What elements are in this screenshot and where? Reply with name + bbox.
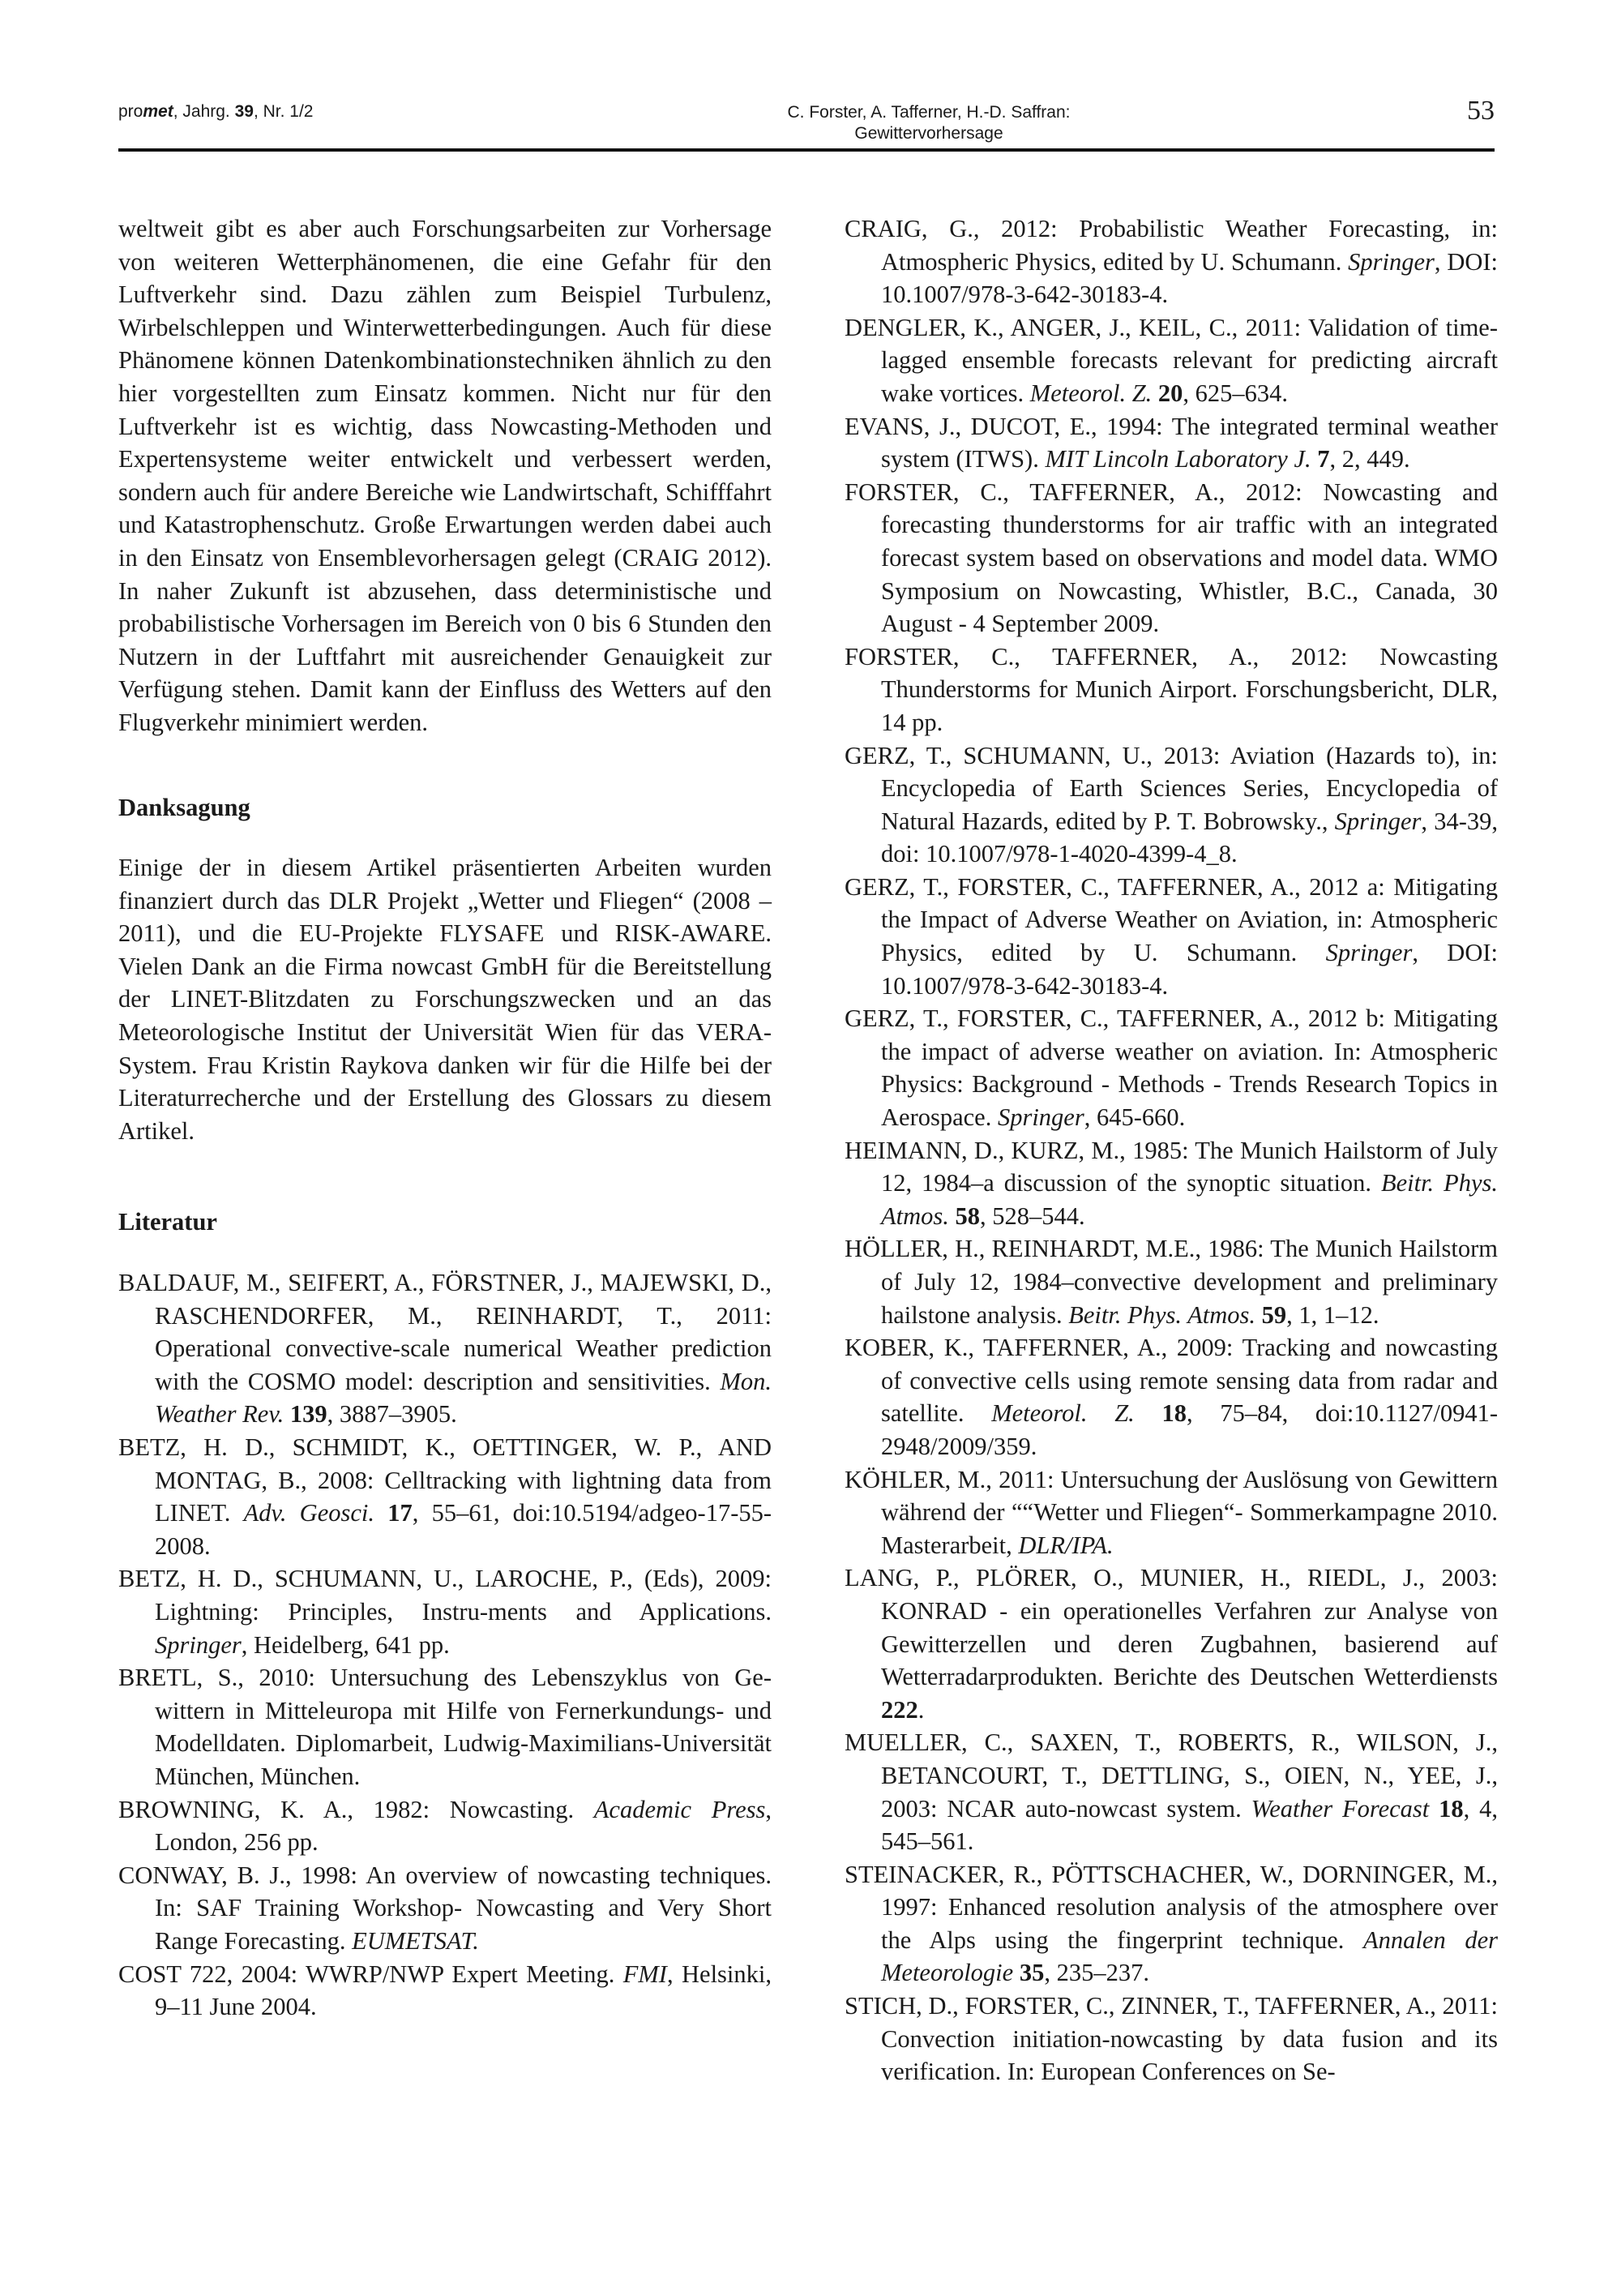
reference-entry: KÖHLER, M., 2011: Untersuchung der Auslösung von Gewittern während der ““Wetter und Fliegen“- Sommerkampagne 2010. Masterarbeit, DLR/IPA.	[845, 1465, 1498, 1559]
article-running-title	[686, 102, 1172, 144]
references-list-right	[845, 212, 1498, 2088]
reference-entry: KOBER, K., TAFFERNER, A., 2009: Tracking and nowcasting of convective cells using remote sensing data from radar and satellite. Meteorol. Z. 18, 75–84, doi:10.1127/0941-2948/2009/359.	[845, 1334, 1498, 1460]
reference-entry: BALDAUF, M., SEIFERT, A., FÖRSTNER, J., MAJEWSKI, D., RASCHENDORFER, M., REINHARDT, T., 2011: Operational convective-scale numerical Weather prediction with the COSMO model: description and sensitivities. Mon. Weather Rev. 139, 3887–3905.	[118, 1269, 772, 1429]
page-number: 53	[1467, 96, 1495, 126]
reference-entry: MUELLER, C., SAXEN, T., ROBERTS, R., WILSON, J., BETANCOURT, T., DETTLING, S., OIEN, N., YEE, J., 2003: NCAR auto-nowcast system. Weather Forecast 18, 4, 545–561.	[845, 1728, 1498, 1856]
reference-entry: FORSTER, C., TAFFERNER, A., 2012: Nowcasting and forecasting thunderstorms for air traffic with an integrated forecast system based on observations and model data. WMO Symposium on Nowcasting, Whistler, B.C., Canada, 30 August - 4 September 2009.	[845, 478, 1498, 638]
reference-entry: COST 722, 2004: WWRP/NWP Expert Meeting. FMI, Helsinki, 9–11 June 2004.	[118, 1960, 772, 2021]
reference-entry: EVANS, J., DUCOT, E., 1994: The integrated terminal weather system (ITWS). MIT Lincoln Laboratory J. 7, 2, 449.	[845, 412, 1498, 473]
reference-entry: GERZ, T., SCHUMANN, U., 2013: Aviation (Hazards to), in: Encyclopedia of Earth Sciences Series, Encyclopedia of Natural Hazards, edited by P. T. Bobrowsky., Springer, 34-39, doi: 10.1007/978-1-4020-4399-4_8.	[845, 741, 1498, 868]
acknowledgements-text: Einige der in diesem Artikel präsentierten Arbeiten wurden finanziert durch das DLR Projekt „Wetter und Fliegen“ (2008 – 2011), und die EU-Projekte FLYSAFE und RISK-AWARE. Vielen Dank an die Firma nowcast GmbH für die Bereitstellung der LINET-Blitzdaten zu Forschungszwecken und an das Meteorologische Institut der Universität Wien für das VERA-System. Frau Kristin Raykova danken wir für die Hilfe bei der Literaturrecherche und der Erstellung des Glossars zu diesem Artikel.	[118, 854, 772, 1145]
reference-entry: FORSTER, C., TAFFERNER, A., 2012: Nowcasting Thunderstorms for Munich Airport. Forschungsbericht, DLR, 14 pp.	[845, 642, 1498, 736]
reference-entry: HÖLLER, H., REINHARDT, M.E., 1986: The Munich Hailstorm of July 12, 1984–convective development and preliminary hailstone analysis. Beitr. Phys. Atmos. 59, 1, 1–12.	[845, 1235, 1498, 1329]
body-paragraph: weltweit gibt es aber auch Forschungsarbeiten zur Vorhersage von weiteren Wetterphänomenen, die eine Gefahr für den Luftverkehr sind. Dazu zählen zum Beispiel Turbulenz, Wirbelschleppen und Winterwetterbedingungen. Auch für diese Phänomene können Datenkombinationstechniken ähnlich zu den hier vorgestellten zum Einsatz kommen. Nicht nur für den Luftverkehr ist es wichtig, dass Nowcasting-Methoden und Expertensysteme weiter entwickelt und verbessert werden, sondern auch für andere Bereiche wie Landwirtschaft, Schifffahrt und Katastrophenschutz. Große Erwartungen werden dabei auch in den Einsatz von Ensemblevorhersagen gelegt (CRAIG 2012). In naher Zukunft ist abzusehen, dass deterministische und probabilistische Vorhersagen im Bereich von 0 bis 6 Stunden den Nutzern in der Luftfahrt mit ausreichender Genauigkeit zur Verfügung stehen. Damit kann der Einfluss des Wetters auf den Flugverkehr minimiert werden.	[118, 215, 772, 736]
header-authors: C. Forster, A. Tafferner, H.-D. Saffran:	[787, 103, 1071, 122]
acknowledgements-heading: Danksagung	[118, 793, 250, 821]
reference-entry: CRAIG, G., 2012: Probabilistic Weather Forecasting, in: Atmospheric Physics, edited by U. Schumann. Springer, DOI: 10.1007/978-3-642-30183-4.	[845, 215, 1498, 309]
reference-entry: BETZ, H. D., SCHMIDT, K., OETTINGER, W. P., AND MONTAG, B., 2008: Celltracking with lightning data from LINET. Adv. Geosci. 17, 55–61, doi:10.5194/adgeo-17-55-2008.	[118, 1433, 772, 1560]
reference-entry: LANG, P., PLÖRER, O., MUNIER, H., RIEDL, J., 2003: KONRAD - ein operationelles Verfahren zur Analyse von Gewitterzellen und deren Zugbahnen, basierend auf Wetterradarprodukten. Berichte des Deutschen Wetterdiensts 222.	[845, 1564, 1498, 1724]
reference-entry: HEIMANN, D., KURZ, M., 1985: The Munich Hailstorm of July 12, 1984–a discussion of the synoptic situation. Beitr. Phys. Atmos. 58, 528–544.	[845, 1136, 1498, 1230]
reference-entry: BROWNING, K. A., 1982: Nowcasting. Academic Press, London, 256 pp.	[118, 1795, 772, 1857]
references-list-left	[118, 1266, 772, 2024]
reference-entry: STICH, D., FORSTER, C., ZINNER, T., TAFFERNER, A., 2011: Convection initiation-nowcasting by data fusion and its verification. In: European Conferences on Se-	[845, 1992, 1498, 2086]
right-column	[845, 212, 1498, 2088]
header-title: Gewittervorhersage	[854, 124, 1003, 143]
left-column	[118, 212, 772, 2024]
reference-entry: BRETL, S., 2010: Untersuchung des Lebenszyklus von Gewittern in Mitteleuropa mit Hilfe von Fernerkundungs- und Modelldaten. Diplomarbeit, Ludwig-Maximilians-Universität München, München.	[118, 1664, 772, 1790]
running-header	[118, 96, 1495, 152]
reference-entry: BETZ, H. D., SCHUMANN, U., LAROCHE, P., (Eds), 2009: Lightning: Principles, Instru-ments and Applications. Springer, Heidelberg, 641 pp.	[118, 1565, 772, 1659]
reference-entry: GERZ, T., FORSTER, C., TAFFERNER, A., 2012 a: Mitigating the Impact of Adverse Weather on Aviation, in: Atmospheric Physics, edited by U. Schumann. Springer, DOI: 10.1007/978-3-642-30183-4.	[845, 872, 1498, 1000]
journal-citation: promet, Jahrg. 39, Nr. 1/2	[118, 102, 314, 121]
references-heading: Literatur	[118, 1208, 217, 1236]
reference-entry: GERZ, T., FORSTER, C., TAFFERNER, A., 2012 b: Mitigating the impact of adverse weather on aviation. In: Atmospheric Physics: Background - Methods - Trends Research Topics in Aerospace. Springer, 645-660.	[845, 1004, 1498, 1132]
header-rule	[118, 148, 1495, 152]
reference-entry: STEINACKER, R., PÖTTSCHACHER, W., DORNINGER, M., 1997: Enhanced resolution analysis of the atmosphere over the Alps using the fingerprint technique. Annalen der Meteorologie 35, 235–237.	[845, 1860, 1498, 1987]
reference-entry: DENGLER, K., ANGER, J., KEIL, C., 2011: Validation of time-lagged ensemble forecasts relevant for predicting aircraft wake vortices. Meteorol. Z. 20, 625–634.	[845, 313, 1498, 407]
reference-entry: CONWAY, B. J., 1998: An overview of nowcasting techniques. In: SAF Training Workshop- Nowcasting and Very Short Range Forecasting. EUMETSAT.	[118, 1861, 772, 1955]
